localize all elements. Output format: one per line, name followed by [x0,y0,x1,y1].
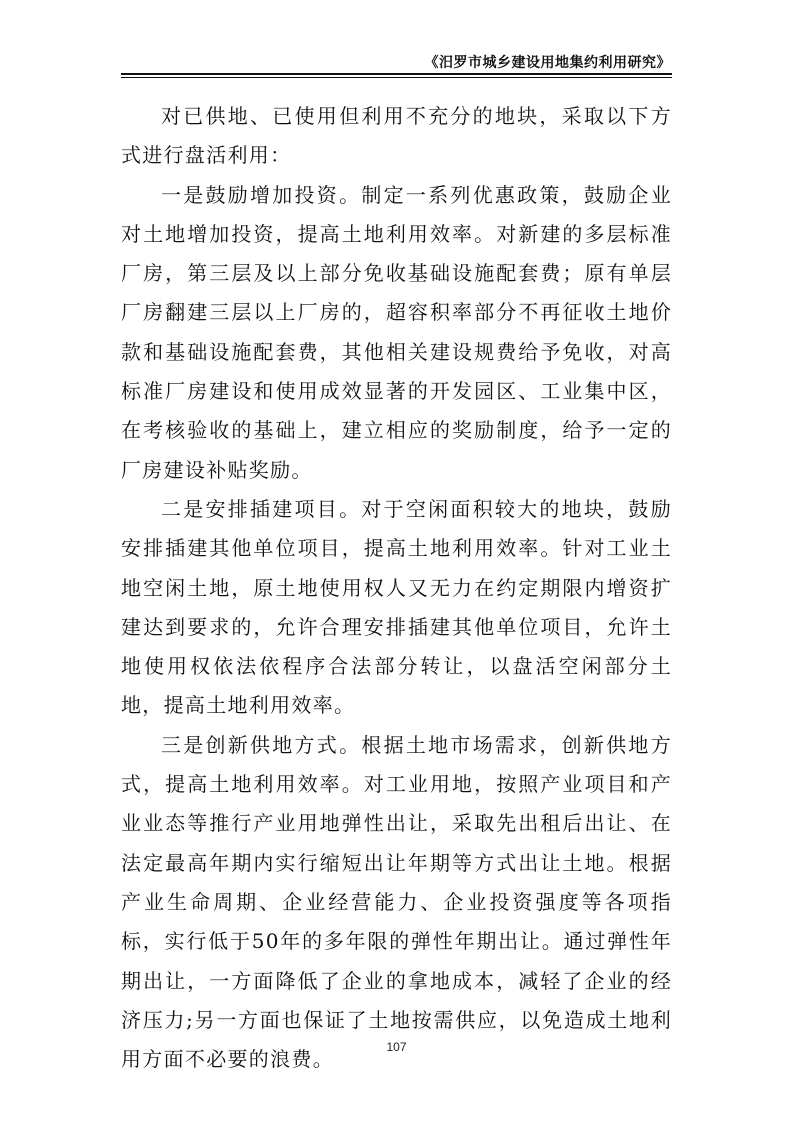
paragraph-increase-investment: 一是鼓励增加投资。制定一系列优惠政策，鼓励企业对土地增加投资，提高土地利用效率。对新建的多层标准厂房，第三层及以上部分免收基础设施配套费；原有单层厂房翻建三层以上厂房的，超容积率部分不再征收土地价款和基础设施配套费，其他相关建设规费给予免收，对高标准厂房建设和使用成效显著的开发园区、工业集中区，在考核验收的基础上，建立相应的奖励制度，给予一定的厂房建设补贴奖励。 [121,182,672,482]
running-header-title: 《汨罗市城乡建设用地集约利用研究》 [424,55,671,71]
header-rule-thick [121,73,672,75]
body-text [121,97,672,1079]
paragraph-innovative-supply: 三是创新供地方式。根据土地市场需求，创新供地方式，提高土地利用效率。对工业用地，按照产业项目和产业业态等推行产业用地弹性出让，采取先出租后出让、在法定最高年期内实行缩短出让年期等方式出让土地。根据产业生命周期、企业经营能力、企业投资强度等各项指标，实行低于50年的多年限的弹性年期出让。通过弹性年期出让，一方面降低了企业的拿地成本，减轻了企业的经济压力;另一方面也保证了土地按需供应，以免造成土地利用方面不必要的浪费。 [121,732,672,1072]
paragraph-intro: 对已供地、已使用但利用不充分的地块，采取以下方式进行盘活利用： [121,104,672,168]
page-number: 107 [386,1040,407,1054]
paragraph-infill-projects: 二是安排插建项目。对于空闲面积较大的地块，鼓励安排插建其他单位项目，提高土地利用效率。针对工业土地空闲土地，原土地使用权人又无力在约定期限内增资扩建达到要求的，允许合理安排插建其他单位项目，允许土地使用权依法依程序合法部分转让，以盘活空闲部分土地，提高土地利用效率。 [121,496,672,718]
header-rule-thin [121,77,672,78]
